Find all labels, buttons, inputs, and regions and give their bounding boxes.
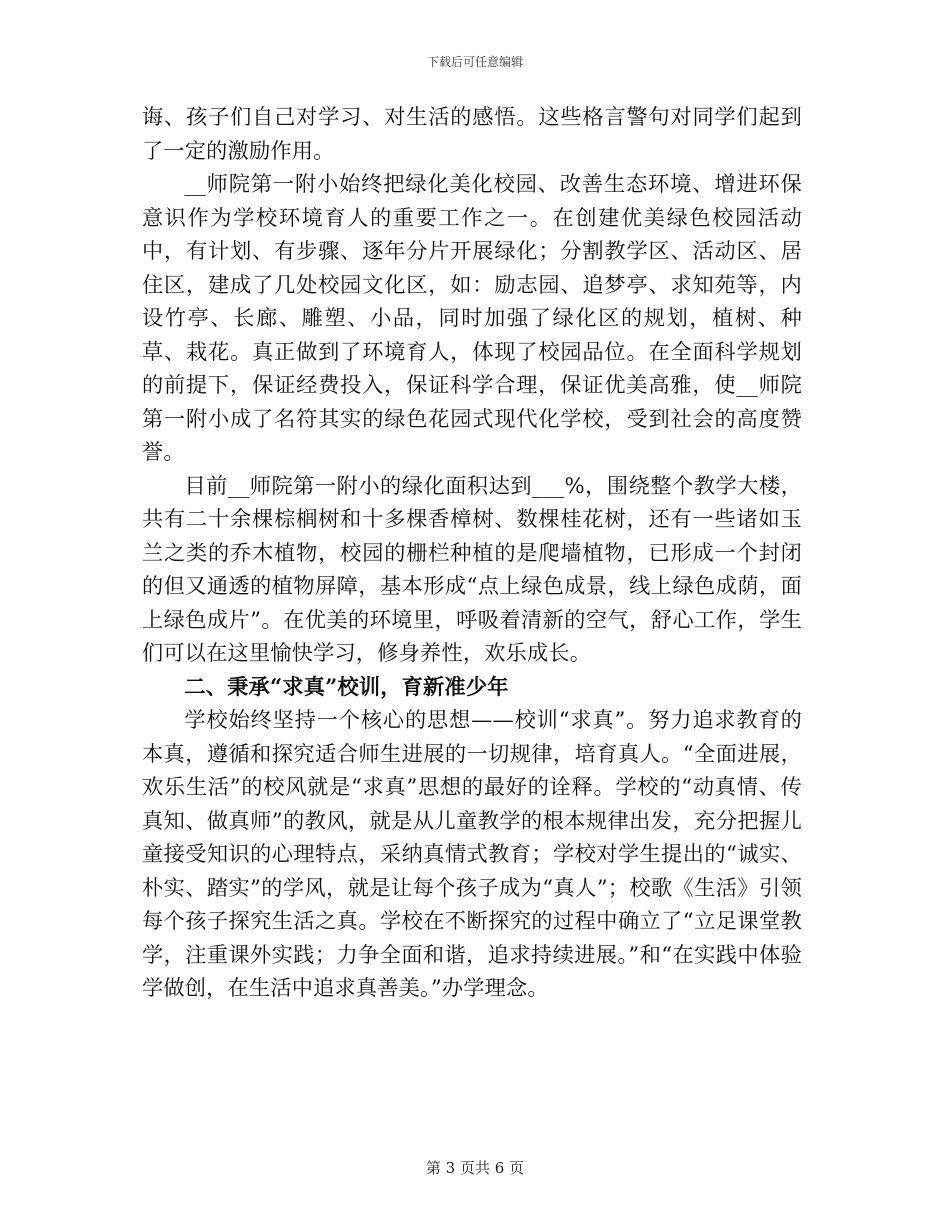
paragraph-greening: __师院第一附小始终把绿化美化校园、改善生态环境、增进环保意识作为学校环境育人的重要工作之一。在创建优美绿色校园活动中，有计划、有步骤、逐年分片开展绿化；分割教学区、活动区、居住区，建成了几处校园文化区，如：励志园、追梦亭、求知苑等，内设竹亭、长廊、雕塑、小品，同时加强了绿化区的规划，植树、种草、栽花。真正做到了环境育人，体现了校园品位。在全面科学规划的前提下，保证经费投入，保证科学合理，保证优美高雅，使__师院第一附小成了名符其实的绿色花园式现代化学校，受到社会的高度赞誉。 (142, 171, 802, 464)
paragraph-green-area: 目前__师院第一附小的绿化面积达到___%，围绕整个教学大楼，共有二十余棵棕榈树和十多棵香樟树、数棵桂花树，还有一些诸如玉兰之类的乔木植物，校园的栅栏种植的是爬墙植物，已形成一个封闭的但又通透的植物屏障，基本形成“点上绿色成景，线上绿色成荫，面上绿色成片”。在优美的环境里，呼吸着清新的空气，舒心工作，学生们可以在这里愉快学习，修身养性，欢乐成长。 (142, 472, 802, 665)
page-number: 第 3 页共 6 页 (425, 1159, 525, 1177)
paragraph-continuation: 诲、孩子们自己对学习、对生活的感悟。这些格言警句对同学们起到了一定的激励作用。 (142, 104, 802, 163)
paragraph-school-motto: 学校始终坚持一个核心的思想——校训“求真”。努力追求教育的本真，遵循和探究适合师生进展的一切规律，培育真人。“全面进展，欢乐生活”的校风就是“求真”思想的最好的诠释。学校的“动真情、传真知、做真师”的教风，就是从儿童教学的根本规律出发，充分把握儿童接受知识的心理特点，采纳真情式教育；学校对学生提出的“诚实、朴实、踏实”的学风，就是让每个孩子成为“真人”；校歌《生活》引领每个孩子探究生活之真。学校在不断探究的过程中确立了“立足课堂教学，注重课外实践；力争全面和谐，追求持续进展。”和“在实践中体验学做创，在生活中追求真善美。”办学理念。 (142, 707, 802, 1000)
document-body (142, 100, 802, 1005)
section-heading: 二、秉承“求真”校训，育新准少年 (184, 673, 509, 699)
page-header: 下载后可任意编辑 (426, 55, 523, 69)
